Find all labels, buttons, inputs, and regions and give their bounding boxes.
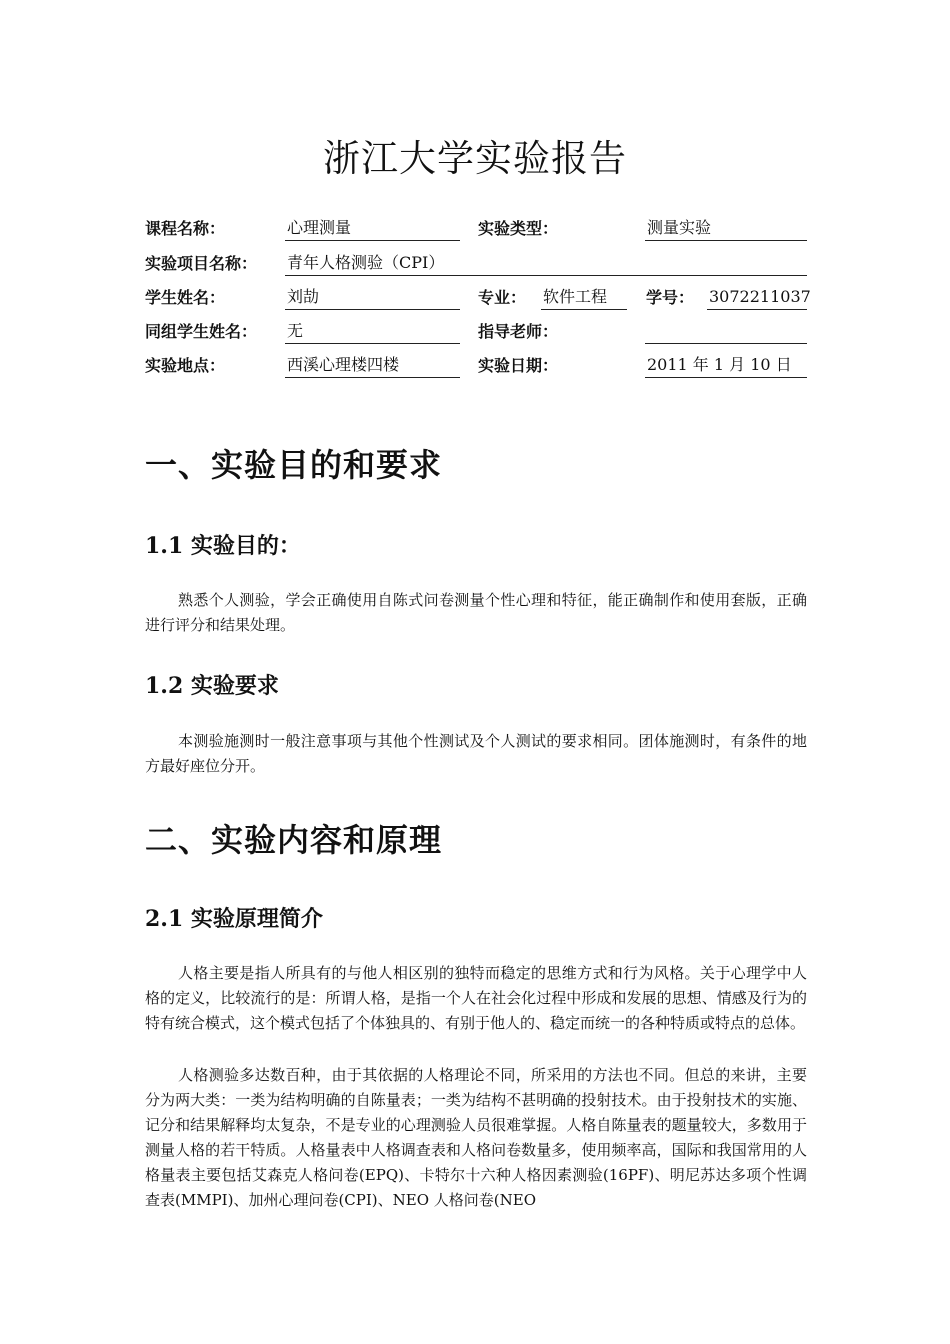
section-1-1-text: 熟悉个人测验，学会正确使用自陈式问卷测量个性心理和特征，能正确制作和使用套版，正确进行评分和结果处理。 [145,591,807,634]
info-row-project [145,251,810,285]
major-value: 软件工程 [541,285,627,310]
teacher-label: 指导老师： [478,322,559,341]
student-value: 刘劼 [285,285,460,310]
group-label: 同组学生姓名： [145,322,258,341]
report-title: 浙江大学实验报告 [323,137,627,180]
info-row-group [145,319,810,353]
date-value: 2011 年 1 月 10 日 [645,353,807,378]
type-value: 测量实验 [645,216,807,241]
project-label: 实验项目名称： [145,254,258,273]
course-value: 心理测量 [285,216,460,241]
place-label: 实验地点： [145,356,226,375]
date-label: 实验日期： [478,356,559,375]
section-2-1-heading: 2.1 实验原理简介 [145,906,323,932]
id-label: 学号： [646,288,695,307]
id-value: 3072211037 [707,285,807,310]
project-value: 青年人格测验（CPI） [285,251,807,276]
info-row-place [145,353,810,387]
place-value: 西溪心理楼四楼 [285,353,460,378]
section-2-1-paragraph-2: 人格测验多达数百种，由于其依据的人格理论不同，所采用的方法也不同。但总的来讲，主要分为两大类：一类为结构明确的自陈量表；一类为结构不甚明确的投射技术。由于投射技术的实施、记分和结果解释均太复杂，不是专业的心理测验人员很难掌握。人格自陈量表的题量较大，多数用于测量人格的若干特质。人格量表中人格调查表和人格问卷数量多，使用频率高，国际和我国常用的人格量表主要包括艾森克人格问卷(EPQ)、卡特尔十六种人格因素测验(16PF)、明尼苏达多项个性调查表(MMPI)、加州心理问卷(CPI)、NEO 人格问卷(NEO [145,1066,807,1209]
info-row-course [145,216,810,250]
section-1-2-heading: 1.2 实验要求 [145,673,279,699]
course-label: 课程名称： [145,219,226,238]
section-2-1-paragraph-1: 人格主要是指人所具有的与他人相区别的独特而稳定的思维方式和行为风格。关于心理学中人格的定义，比较流行的是：所谓人格，是指一个人在社会化过程中形成和发展的思想、情感及行为的特有统合模式，这个模式包括了个体独具的、有别于他人的、稳定而统一的各种特质或特点的总体。 [145,964,807,1032]
teacher-value [645,319,807,344]
type-label: 实验类型： [478,219,559,238]
section-1-2-text: 本测验施测时一般注意事项与其他个性测试及个人测试的要求相同。团体施测时，有条件的地方最好座位分开。 [145,732,807,775]
major-label: 专业： [478,288,527,307]
info-row-student [145,285,810,319]
group-value: 无 [285,319,460,344]
section-2-heading: 二、实验内容和原理 [145,821,443,859]
student-label: 学生姓名： [145,288,226,307]
section-1-1-heading: 1.1 实验目的： [145,533,301,559]
section-1-heading: 一、实验目的和要求 [145,446,443,484]
